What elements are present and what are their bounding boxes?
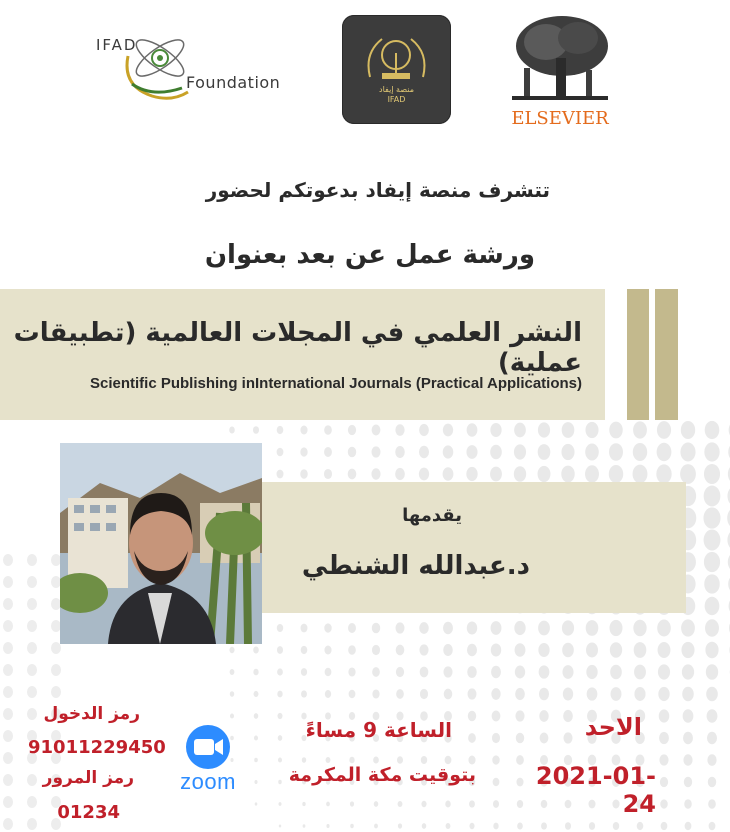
zoom-logo: [168, 725, 248, 795]
meeting-id-label: رمز الدخول: [43, 704, 140, 724]
ifad-brand: IFAD: [96, 36, 138, 54]
event-day: الاحد: [584, 713, 642, 741]
elsevier-tree-icon: [506, 12, 614, 106]
elsevier-logo: [506, 12, 614, 130]
presenter-photo: [60, 443, 262, 644]
workshop-title-arabic: النشر العلمي في المجلات العالمية (تطبيقات عملية): [13, 318, 582, 378]
presenter-band: [262, 482, 686, 613]
ifad-foundation-word: Foundation: [186, 73, 281, 92]
meeting-id-value: 91011229450: [28, 737, 166, 758]
invitation-line: تتشرف منصة إيفاد بدعوتكم لحضور: [205, 178, 550, 202]
event-date: 2021-01-24: [535, 762, 656, 818]
workshop-heading: ورشة عمل عن بعد بعنوان: [204, 240, 535, 270]
elsevier-wordmark: ELSEVIER: [511, 108, 609, 129]
zoom-wordmark: zoom: [180, 769, 236, 794]
platform-name-en: IFAD: [387, 95, 406, 104]
accent-bar-2: [655, 289, 678, 420]
platform-name-ar: منصة إيفاد: [379, 85, 414, 94]
presenter-name: د.عبدالله الشنطي: [301, 551, 530, 581]
ifad-foundation-logo: [92, 26, 292, 106]
passcode-value: 01234: [57, 802, 120, 823]
ifad-platform-logo: [342, 15, 451, 124]
event-time: الساعة 9 مساءً: [305, 718, 452, 742]
event-timezone: بتوقيت مكة المكرمة: [288, 764, 476, 786]
platform-tree-icon: [342, 15, 451, 124]
zoom-camera-icon: [168, 725, 248, 771]
passcode-label: رمز المرور: [42, 768, 134, 788]
workshop-title-english: Scientific Publishing inInternational Journals (Practical Applications): [89, 375, 582, 392]
accent-bar-1: [627, 289, 649, 420]
presenter-label: يقدمها: [402, 505, 462, 526]
